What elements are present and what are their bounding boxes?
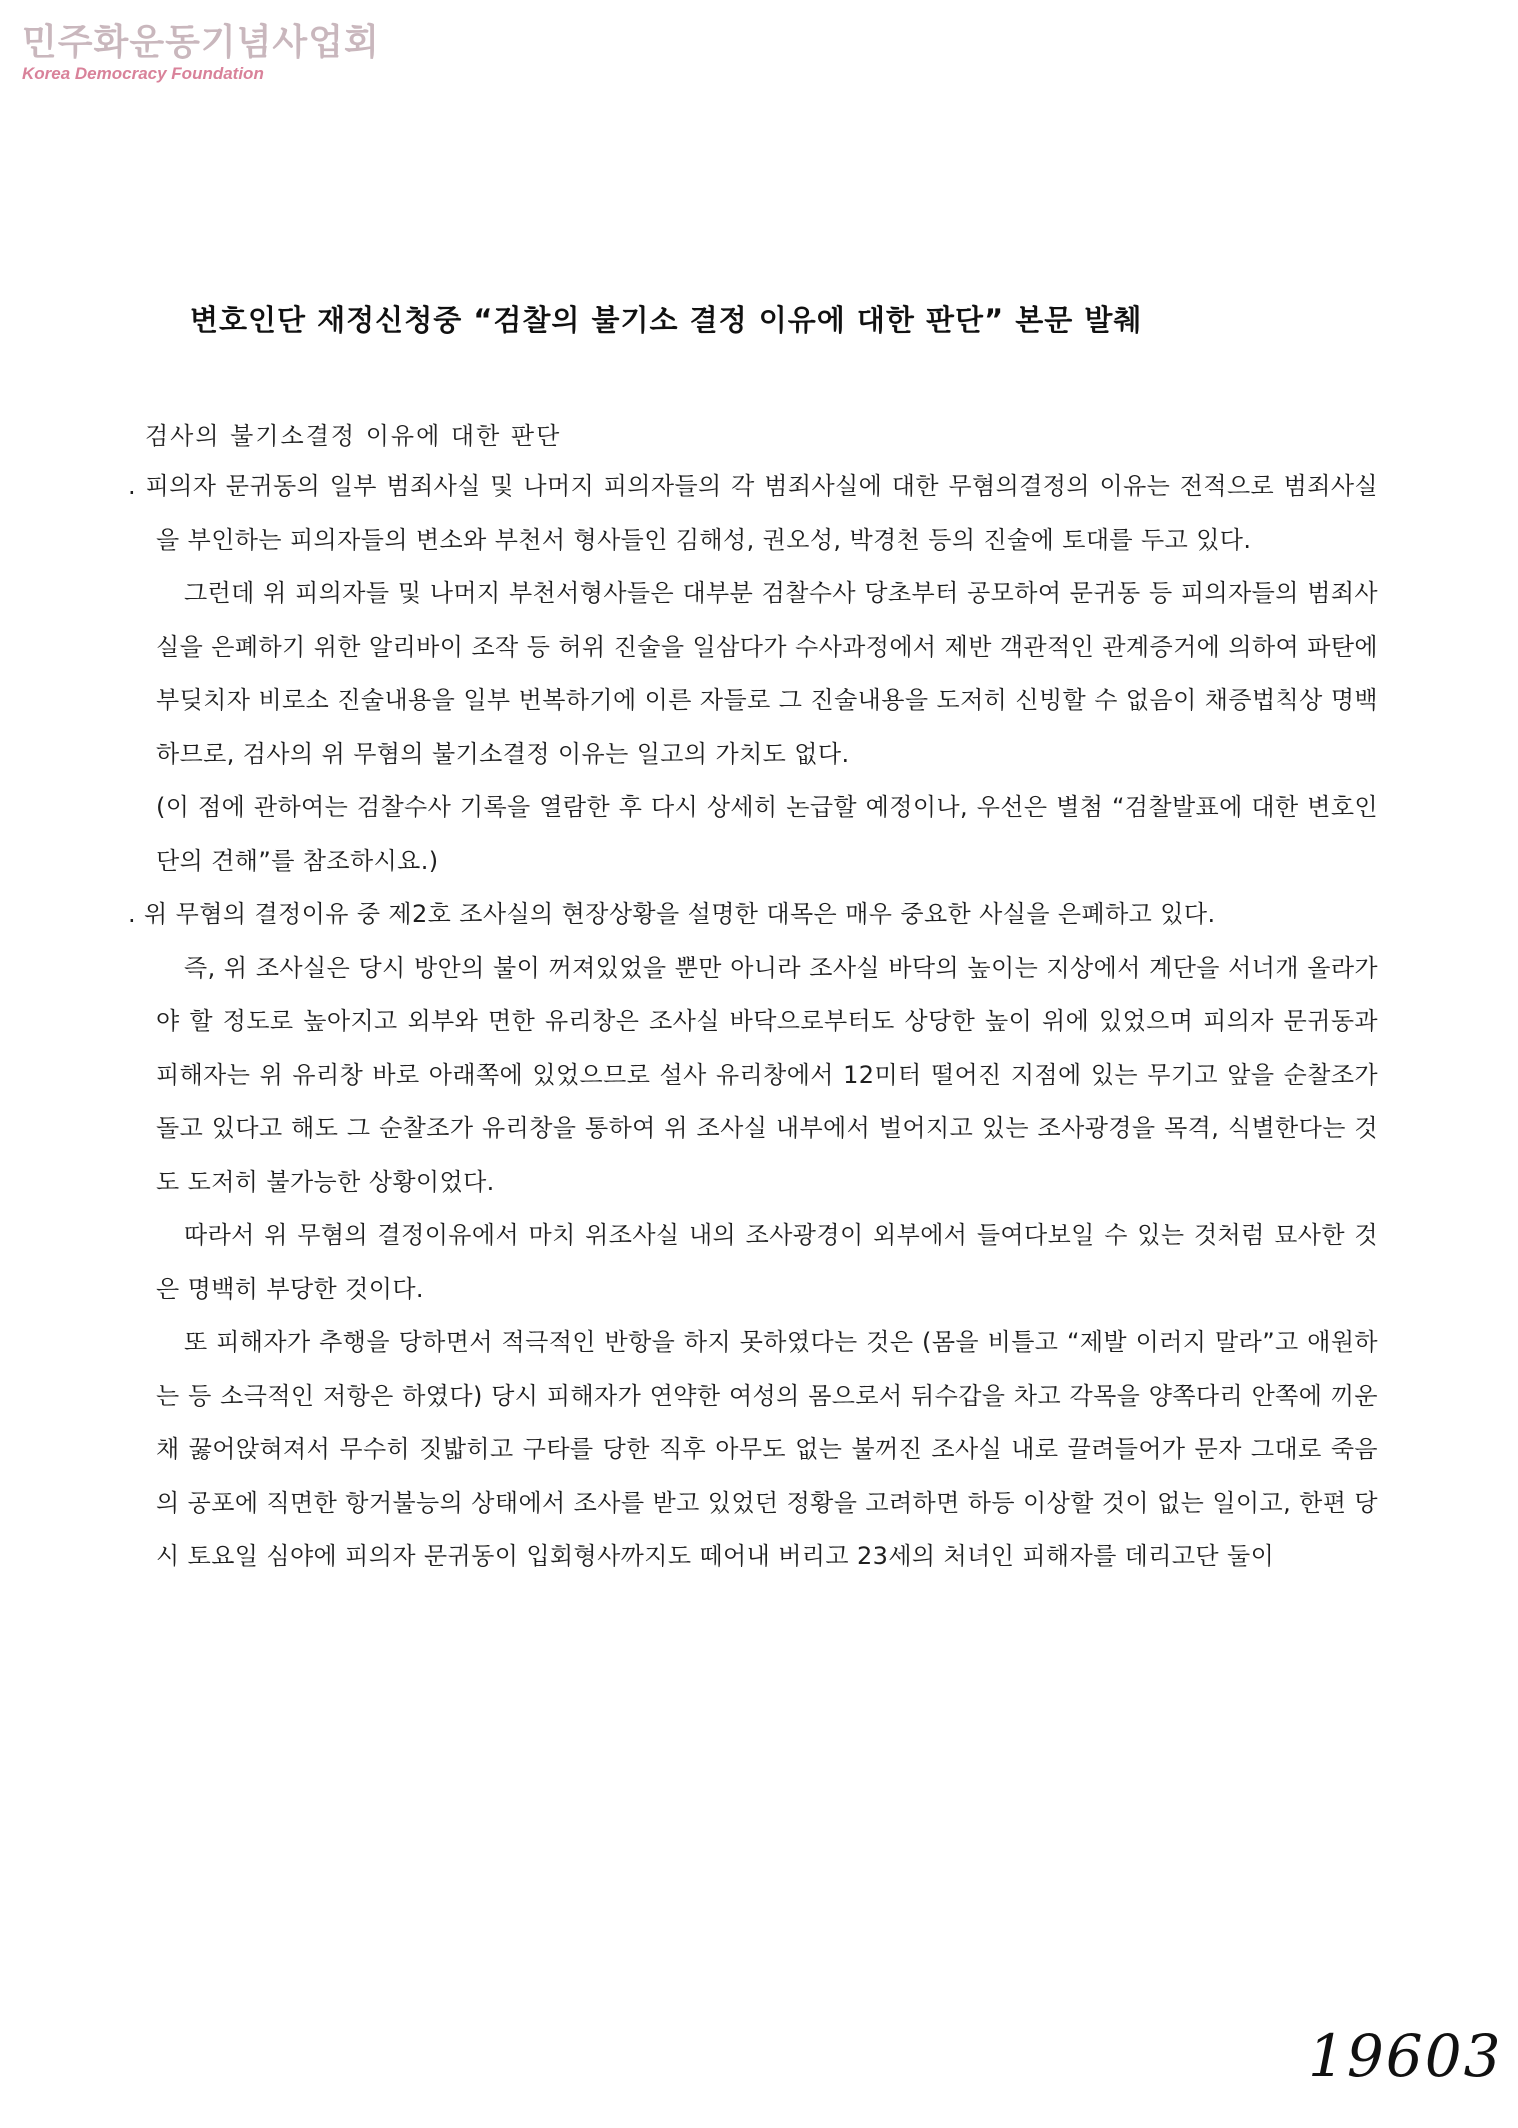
- paragraph-6: 따라서 위 무혐의 결정이유에서 마치 위조사실 내의 조사광경이 외부에서 들여다보일 수 있는 것처럼 묘사한 것은 명백히 부당한 것이다.: [156, 1221, 1378, 1303]
- watermark-english: Korea Democracy Foundation: [22, 64, 264, 83]
- watermark-korean: 민주화운동기념사업회: [22, 22, 380, 63]
- paragraph-3: (이 점에 관하여는 검찰수사 기록을 열람한 후 다시 상세히 논급할 예정이나, 우선은 별첨 “검찰발표에 대한 변호인단의 견해”를 참조하시요.): [156, 793, 1378, 875]
- document-body: [128, 460, 1378, 1584]
- document-title: 변호인단 재정신청중 “검찰의 불기소 결정 이유에 대한 판단” 본문 발췌: [190, 303, 1143, 337]
- page-number: 19603: [1308, 2022, 1503, 2090]
- paragraph-5: 즉, 위 조사실은 당시 방안의 불이 꺼져있었을 뿐만 아니라 조사실 바닥의 높이는 지상에서 계단을 서너개 올라가야 할 정도로 높아지고 외부와 면한 유리창은 조사실 바닥으로부터도 상당한 높이 위에 있었으며 피의자 문귀동과 피해자는 위 유리창 바로 아래쪽에 있었으므로 설사 유리창에서 12미터 떨어진 지점에 있는 무기고 앞을 순찰조가 돌고 있다고 해도 그 순찰조가 유리창을 통하여 위 조사실 내부에서 벌어지고 있는 조사광경을 목격, 식별한다는 것도 도저히 불가능한 상황이었다.: [156, 953, 1378, 1196]
- section-heading: 검사의 불기소결정 이유에 대한 판단: [145, 422, 562, 450]
- paragraph-4: . 위 무혐의 결정이유 중 제2호 조사실의 현장상황을 설명한 대목은 매우 중요한 사실을 은폐하고 있다.: [128, 900, 1216, 928]
- watermark-logo: [22, 22, 380, 84]
- paragraph-1: . 피의자 문귀동의 일부 범죄사실 및 나머지 피의자들의 각 범죄사실에 대한 무혐의결정의 이유는 전적으로 범죄사실을 부인하는 피의자들의 변소와 부천서 형사들인 김해성, 권오성, 박경천 등의 진술에 토대를 두고 있다.: [128, 472, 1378, 554]
- paragraph-7: 또 피해자가 추행을 당하면서 적극적인 반항을 하지 못하였다는 것은 (몸을 비틀고 “제발 이러지 말라”고 애원하는 등 소극적인 저항은 하였다) 당시 피해자가 연약한 여성의 몸으로서 뒤수갑을 차고 각목을 양쪽다리 안쪽에 끼운채 꿇어앉혀져서 무수히 짓밟히고 구타를 당한 직후 아무도 없는 불꺼진 조사실 내로 끌려들어가 문자 그대로 죽음의 공포에 직면한 항거불능의 상태에서 조사를 받고 있었던 정황을 고려하면 하등 이상할 것이 없는 일이고, 한편 당시 토요일 심야에 피의자 문귀동이 입회형사까지도 떼어내 버리고 23세의 처녀인 피해자를 데리고단 둘이: [156, 1328, 1378, 1570]
- paragraph-2: 그런데 위 피의자들 및 나머지 부천서형사들은 대부분 검찰수사 당초부터 공모하여 문귀동 등 피의자들의 범죄사실을 은폐하기 위한 알리바이 조작 등 허위 진술을 일삼다가 수사과정에서 제반 객관적인 관계증거에 의하여 파탄에 부딪치자 비로소 진술내용을 일부 번복하기에 이른 자들로 그 진술내용을 도저히 신빙할 수 없음이 채증법칙상 명백하므로, 검사의 위 무혐의 불기소결정 이유는 일고의 가치도 없다.: [156, 579, 1378, 768]
